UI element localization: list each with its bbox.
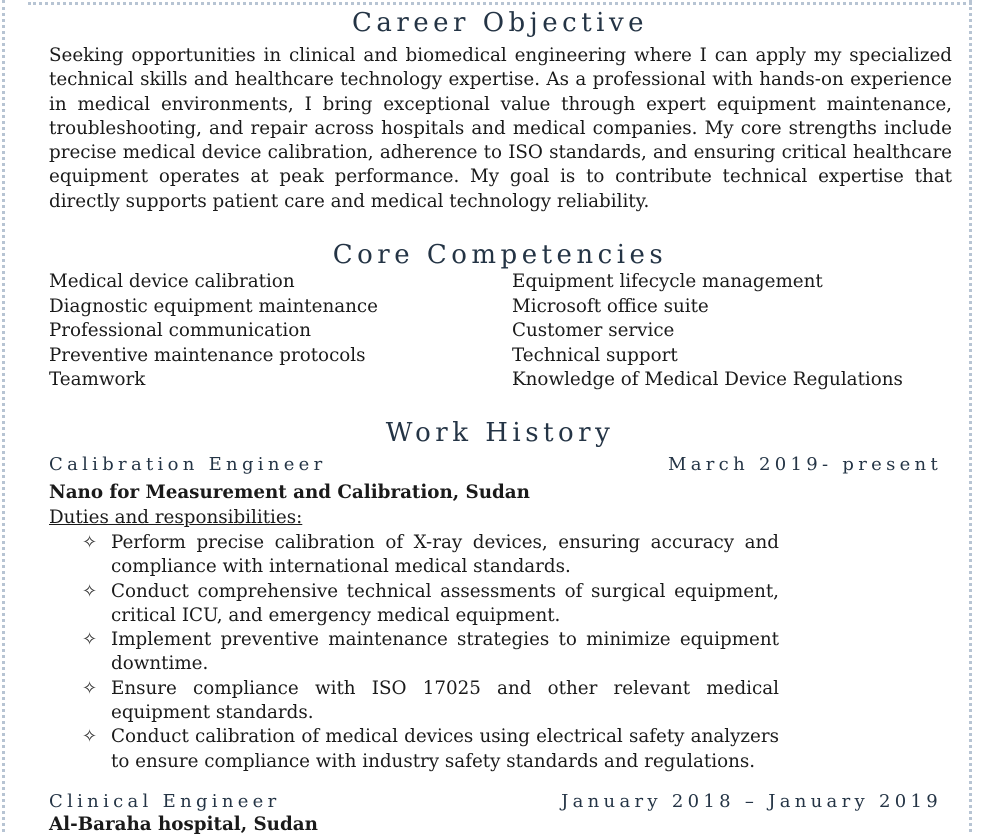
competency-item: Knowledge of Medical Device Regulations: [512, 369, 903, 390]
duty-text: Conduct comprehensive technical assessments of surgical equipment, critical ICU, and emergency medical equipment.: [111, 580, 779, 626]
diamond-star-icon: ✧: [82, 726, 98, 748]
page-border-right: [969, 0, 972, 832]
diamond-star-icon: ✧: [82, 580, 98, 602]
duty-item: [82, 677, 779, 726]
competencies-right-column: [512, 270, 903, 393]
page-border-top: [28, 2, 972, 5]
duty-text: Ensure compliance with ISO 17025 and other relevant medical equipment standards.: [111, 677, 779, 724]
duties-label: Duties and responsibilities:: [49, 507, 303, 528]
job-title: Calibration Engineer: [49, 454, 327, 475]
competencies-left-column: [49, 270, 378, 393]
page-border-left: [2, 0, 5, 832]
diamond-star-icon: ✧: [82, 677, 98, 699]
competency-item: Technical support: [512, 344, 678, 366]
job-title: Clinical Engineer: [49, 791, 281, 812]
diamond-star-icon: ✧: [82, 532, 98, 553]
job-date: March 2019- present: [668, 454, 942, 475]
competency-item: Microsoft office suite: [512, 295, 709, 317]
competency-item: Customer service: [512, 320, 675, 341]
competency-item: Diagnostic equipment maintenance: [49, 295, 378, 317]
duty-text: Perform precise calibration of X-ray devices, ensuring accuracy and compliance with international medical standards.: [111, 532, 779, 578]
competency-item: Equipment lifecycle management: [512, 271, 823, 292]
employer-name: Nano for Measurement and Calibration, Sudan: [49, 482, 530, 503]
duty-text: Conduct calibration of medical devices using electrical safety analyzers to ensure compliance with industry safety standards and regulations.: [111, 726, 779, 772]
duty-item: [82, 580, 779, 629]
duty-item: [82, 628, 779, 677]
career-objective-text: Seeking opportunities in clinical and biomedical engineering where I can apply my specialized technical skills and healthcare technology expertise. As a professional with hands-on experience in medical environments, I bring exceptional value through expert equipment maintenance, troubleshooting, and repair across hospitals and medical companies. My core strengths include precise medical device calibration, adherence to ISO standards, and ensuring critical healthcare equipment operates at peak performance. My goal is to contribute technical expertise that directly supports patient care and medical technology reliability.: [49, 45, 952, 212]
duty-item: [82, 725, 779, 774]
duties-list: [82, 531, 779, 774]
duty-item: [82, 531, 779, 580]
diamond-star-icon: ✧: [82, 629, 98, 651]
employer-name: Al-Baraha hospital, Sudan: [49, 814, 318, 835]
competency-item: Medical device calibration: [49, 271, 295, 292]
competency-item: Preventive maintenance protocols: [49, 344, 366, 366]
competency-item: Teamwork: [49, 369, 146, 390]
competency-item: Professional communication: [49, 320, 311, 341]
career-objective-heading: Career Objective: [351, 8, 649, 38]
duty-text: Implement preventive maintenance strategies to minimize equipment downtime.: [111, 629, 779, 675]
job-date: January 2018 – January 2019: [561, 791, 942, 812]
work-history-heading: Work History: [385, 418, 615, 448]
core-competencies-heading: Core Competencies: [332, 240, 668, 270]
